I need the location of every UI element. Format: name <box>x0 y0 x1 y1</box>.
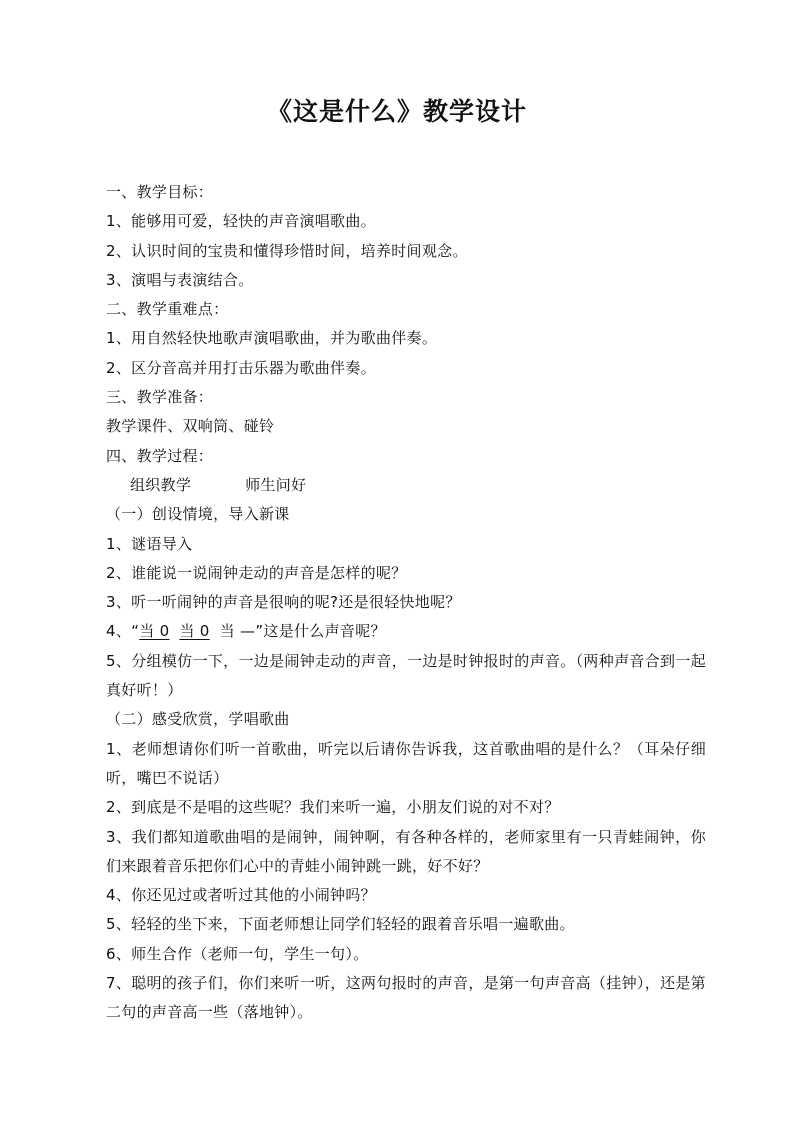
underlined-beat-1: 当 0 <box>139 622 170 641</box>
part-2-item-5: 5、轻轻的坐下来，下面老师想让同学们轻轻的跟着音乐唱一遍歌曲。 <box>106 915 575 934</box>
part-1-item-3: 3、听一听闹钟的声音是很响的呢?还是很轻快地呢？ <box>106 593 461 612</box>
part-2-heading: （二）感受欣赏，学唱歌曲 <box>106 710 290 729</box>
part-2-item-7: 7、聪明的孩子们，你们来听一听，这两句报时的声音，是第一句声音高（挂钟），还是第二句的声音高一些（落地钟）。 <box>106 974 706 1022</box>
part-2-item-2: 2、到底是不是唱的这些呢？我们来听一遍，小朋友们说的对不对？ <box>106 798 560 817</box>
goals-heading: 一、教学目标： <box>106 183 214 201</box>
key-point-2: 2、区分音高并用打击乐器为歌曲伴奏。 <box>106 358 376 377</box>
goal-item-3: 3、演唱与表演结合。 <box>106 270 254 289</box>
document-body <box>106 178 706 1028</box>
goal-item-2: 2、认识时间的宝贵和懂得珍惜时间，培养时间观念。 <box>106 241 468 260</box>
process-heading: 四、教学过程： <box>106 446 214 465</box>
preparation-items: 教学课件、双响筒、碰铃 <box>106 417 275 436</box>
part-2-item-6: 6、师生合作（老师一句，学生一句）。 <box>106 944 369 963</box>
underlined-beat-2: 当 0 <box>179 622 210 641</box>
part-2-item-4: 4、你还见过或者听过其他的小闹钟吗？ <box>106 886 376 905</box>
document-title: 《这是什么》教学设计 <box>266 97 527 126</box>
organize-line <box>106 471 706 500</box>
item-4-rest: 当 —”这是什么声音呢？ <box>219 622 386 641</box>
goal-item-1: 1、能够用可爱，轻快的声音演唱歌曲。 <box>106 212 376 231</box>
organize-teaching: 组织教学 <box>130 475 192 494</box>
key-point-1: 1、用自然轻快地歌声演唱歌曲，并为歌曲伴奏。 <box>106 329 438 348</box>
item-4-prefix: 4、“ <box>106 622 140 641</box>
part-1-item-1: 1、谜语导入 <box>106 534 193 553</box>
part-1-heading: （一）创设情境，导入新课 <box>106 505 290 524</box>
part-1-item-5: 5、分组模仿一下，一边是闹钟走动的声音，一边是时钟报时的声音。（两种声音合到一起真好听！） <box>106 651 706 700</box>
greeting: 师生问好 <box>245 475 307 494</box>
part-2-item-1: 1、老师想请你们听一首歌曲，听完以后请你告诉我，这首歌曲唱的是什么？（耳朵仔细听，嘴巴不说话） <box>106 739 706 787</box>
part-1-item-2: 2、谁能说一说闹钟走动的声音是怎样的呢？ <box>106 563 407 582</box>
preparation-heading: 三、教学准备： <box>106 388 214 407</box>
part-1-item-4 <box>106 617 706 646</box>
key-points-heading: 二、教学重难点： <box>106 300 229 319</box>
part-2-item-3: 3、我们都知道歌曲唱的是闹钟，闹钟啊，有各种各样的，老师家里有一只青蛙闹钟，你们来跟着音乐把你们心中的青蛙小闹钟跳一跳，好不好？ <box>106 827 706 875</box>
